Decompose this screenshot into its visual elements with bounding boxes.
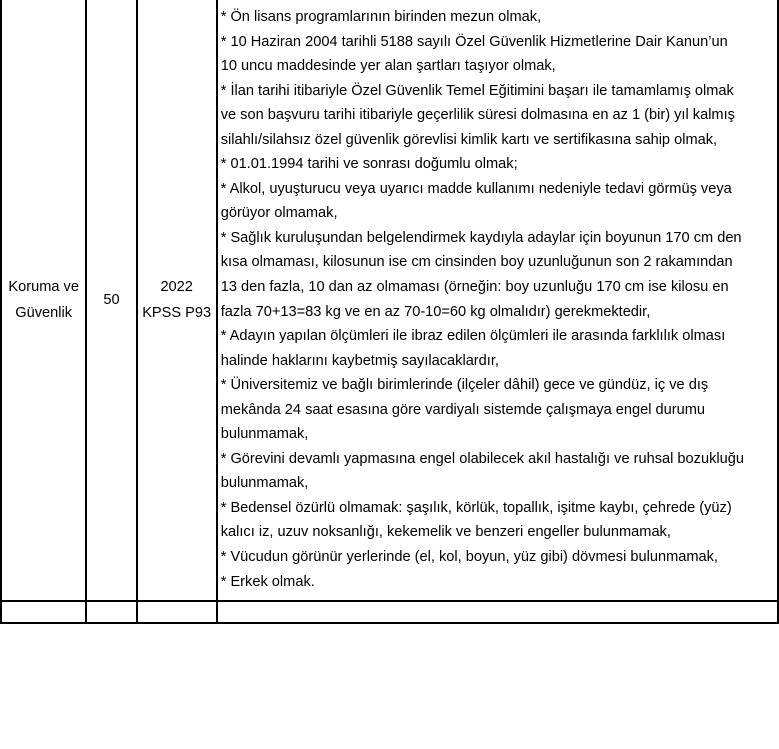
requirements-cell bbox=[217, 0, 778, 601]
exam-cell bbox=[137, 0, 217, 601]
requirement-line: bulunmamak, bbox=[220, 426, 309, 443]
requirement-line: 10 uncu maddesinde yer alan şartları taşıyor olmak, bbox=[220, 58, 556, 75]
requirement-line: * İlan tarihi itibariyle Özel Güvenlik Temel Eğitimini başarı ile tamamlamış olmak bbox=[220, 82, 734, 99]
requirement-line: kalıcı iz, uzuv noksanlığı, kekemelik ve benzeri engeller bulunmamak, bbox=[220, 524, 671, 541]
requirement-line: silahlı/silahsız özel güvenlik görevlisi kimlik kartı ve sertifikasına sahip olmak, bbox=[220, 131, 718, 148]
empty-cell bbox=[217, 601, 778, 623]
requirement-line: * Sağlık kuruluşundan belgelendirmek kaydıyla adaylar için boyunun 170 cm den bbox=[220, 229, 742, 246]
requirement-line: * Ön lisans programlarının birinden mezun olmak, bbox=[220, 9, 542, 25]
requirement-line: * Üniversitemiz ve bağlı birimlerinde (ilçeler dâhil) gece ve gündüz, iç ve dış bbox=[220, 377, 709, 394]
requirement-line: 13 den fazla, 10 dan az olmaması (örneğin: boy uzunluğu 170 cm ise kilosu en bbox=[220, 279, 729, 296]
requirement-line: * 10 Haziran 2004 tarihli 5188 sayılı Özel Güvenlik Hizmetlerine Dair Kanun’un bbox=[220, 33, 728, 50]
requirement-line: * Görevini devamlı yapmasına engel olabilecek akıl hastalığı ve ruhsal bozukluğu bbox=[220, 450, 744, 467]
requirements-list bbox=[221, 5, 777, 594]
requirement-line: * Adayın yapılan ölçümleri ile ibraz edilen ölçümleri ile arasında farklılık olması bbox=[220, 328, 726, 345]
requirement-line: halinde haklarını kaybetmiş sayılacaklardır, bbox=[220, 352, 499, 369]
department-cell bbox=[1, 0, 86, 601]
requirement-line: ve son başvuru tarihi itibariyle geçerlilik süresi dolmasına en az 1 (bir) yıl kalmış bbox=[220, 107, 735, 124]
requirement-line: * Bedensel özürlü olmamak: şaşılık, körlük, topallık, işitme kaybı, çehrede (yüz) bbox=[220, 499, 732, 516]
requirement-line: * Erkek olmak. bbox=[220, 573, 315, 590]
requirement-line: bulunmamak, bbox=[220, 475, 309, 492]
requirement-line: * 01.01.1994 tarihi ve sonrası doğumlu olmak; bbox=[220, 156, 518, 173]
empty-cell bbox=[1, 601, 86, 623]
requirement-line: * Alkol, uyuşturucu veya uyarıcı madde kullanımı nedeniyle tedavi görmüş veya bbox=[220, 180, 732, 197]
quota-cell: 50 bbox=[86, 0, 136, 601]
exam-score-type: KPSS P93 bbox=[142, 304, 212, 321]
requirement-line: fazla 70+13=83 kg ve en az 70-10=60 kg olmalıdır) gerekmektedir, bbox=[220, 303, 651, 320]
requirement-line: görüyor olmamak, bbox=[220, 205, 338, 222]
requirement-line: kısa olmaması, kilosunun ise cm cinsinden boy uzunluğunun son 2 rakamından bbox=[220, 254, 733, 271]
requirement-line: * Vücudun görünür yerlerinde (el, kol, boyun, yüz gibi) dövmesi bulunmamak, bbox=[220, 549, 718, 566]
requirement-line: mekânda 24 saat esasına göre vardiyalı sistemde çalışmaya engel durumu bbox=[220, 401, 706, 418]
table-row bbox=[1, 601, 778, 623]
empty-cell bbox=[86, 601, 136, 623]
empty-cell bbox=[137, 601, 217, 623]
exam-year: 2022 bbox=[160, 278, 193, 295]
table-row bbox=[1, 0, 778, 601]
department-line-2: Güvenlik bbox=[15, 304, 73, 321]
department-line-1: Koruma ve bbox=[8, 278, 79, 295]
